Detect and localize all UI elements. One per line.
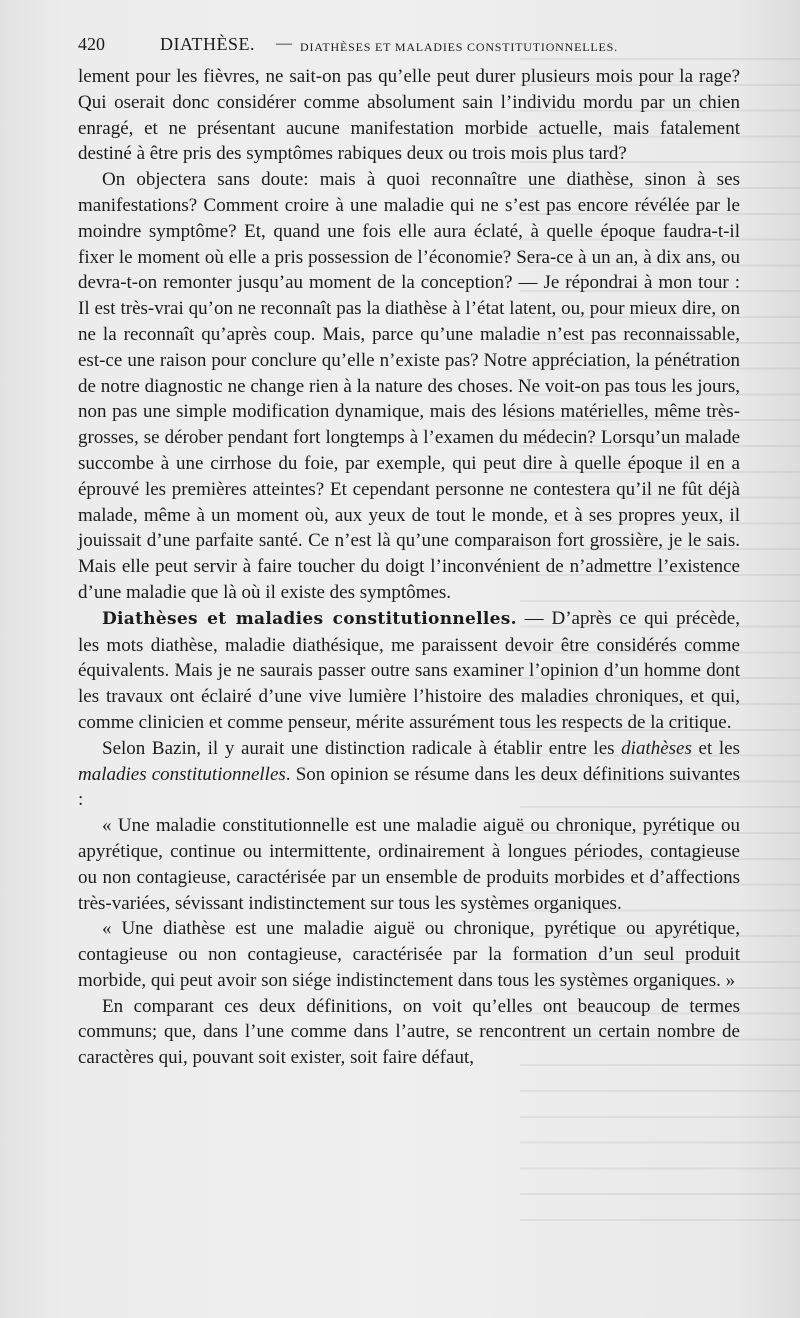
running-head [78,34,740,58]
paragraph-continuation: lement pour les fièvres, ne sait-on pas qu’elle peut durer plusieurs mois pour la rage? Qui oserait donc considérer comme absolument sain l’individu mordu par un chien enragé, et ne présentant aucune manifestation morbide actuelle, mais fatalement destiné à être pris des symptômes rabiques deux ou trois mois plus tard? [78,66,740,165]
paragraph-bazin [78,736,740,813]
paragraph-comparison: En comparant ces deux définitions, on voit qu’elles ont beaucoup de termes communs; que, dans l’une comme dans l’autre, se rencontrent un certain nombre de caractères qui, pouvant soit exister, soit faire défaut, [78,995,740,1069]
section-paragraph-text: — D’après ce qui précède, les mots diathèse, maladie diathésique, me paraissent devoir être considérés comme équivalents. Mais je ne saurais passer outre sans examiner l’opinion d’un homme dont les travaux ont éclairé d’une vive lumière l’histoire des maladies chroniques, et qui, comme clinicien et comme penseur, mérite assurément tous les respects de la critique. [78,607,740,733]
page-number: 420 [78,34,105,54]
paragraph-objection: On objectera sans doute: mais à quoi reconnaître une diathèse, sinon à ses manifestations? Comment croire à une maladie qui ne s’est pas encore révélée par le moindre symptôme? Et, quand une fois elle aura éclaté, à quelle époque faudra-t-il fixer le moment où elle a pris possession de l’économie? Sera-ce à un an, à dix ans, ou devra-t-on remonter jusqu’au moment de la conception? — Je répondrai à mon tour : Il est très-vrai qu’on ne reconnaît pas la diathèse à l’état latent, ou, pour mieux dire, on ne la reconnaît qu’après coup. Mais, parce qu’une maladie n’est pas reconnaissable, est-ce une raison pour conclure qu’elle n’existe pas? Notre appréciation, la pénétration de notre diagnostic ne change rien à la nature des choses. Ne voit-on pas tous les jours, non pas une simple modification dynamique, mais des lésions matérielles, même très-grosses, se dérober pendant fort longtemps à l’examen du médecin? Lorsqu’un malade succombe à une cirrhose du foie, par exemple, qui peut dire à quelle époque il en a éprouvé les premières atteintes? Et cependant personne ne contestera qu’il ne fût déjà malade, même à un moment où, aux yeux de tout le monde, et à ses propres yeux, il jouissait d’une parfaite santé. Ce n’est là qu’une comparaison fort grossière, je le sais. Mais elle peut servir à faire toucher du doigt l’inconvénient de n’admettre l’existence d’une maladie que là où il existe des symptômes. [78,169,740,603]
running-head-dash: — [276,35,292,52]
italic-term-maladies: maladies constitutionnelles [78,763,286,785]
paragraph-bazin-text-a: Selon Bazin, il y aurait une distinction radicale à établir entre les [102,737,622,759]
paragraph-bazin-text-b: et les [691,737,740,759]
running-section-title: DIATHÈSES ET MALADIES CONSTITUTIONNELLES. [300,40,618,54]
paragraph-bazin-text-c: . Son opinion se résume dans les deux définitions suivantes : [78,763,740,811]
section-heading: Diathèses et maladies constitutionnelles. [102,608,517,629]
body-text [78,64,740,1071]
running-title: DIATHÈSE. [160,34,255,54]
definition-diathesis: « Une diathèse est une maladie aiguë ou chronique, pyrétique ou apyrétique, contagieuse ou non contagieuse, caractérisée par la formation d’un seul produit morbide, qui peut avoir son siége indistinctement dans tous les systèmes organiques. » [78,918,740,991]
paragraph-section-start [78,606,740,736]
definition-constitutional-disease: « Une maladie constitutionnelle est une maladie aiguë ou chronique, pyrétique ou apyrétique, continue ou intermittente, ordinairement à longues périodes, contagieuse ou non contagieuse, caractérisée par un ensemble de produits morbides et d’affections très-variées, sévissant indistinctement sur tous les systèmes organiques. [78,815,740,914]
italic-term-diatheses: diathèses [621,737,692,759]
